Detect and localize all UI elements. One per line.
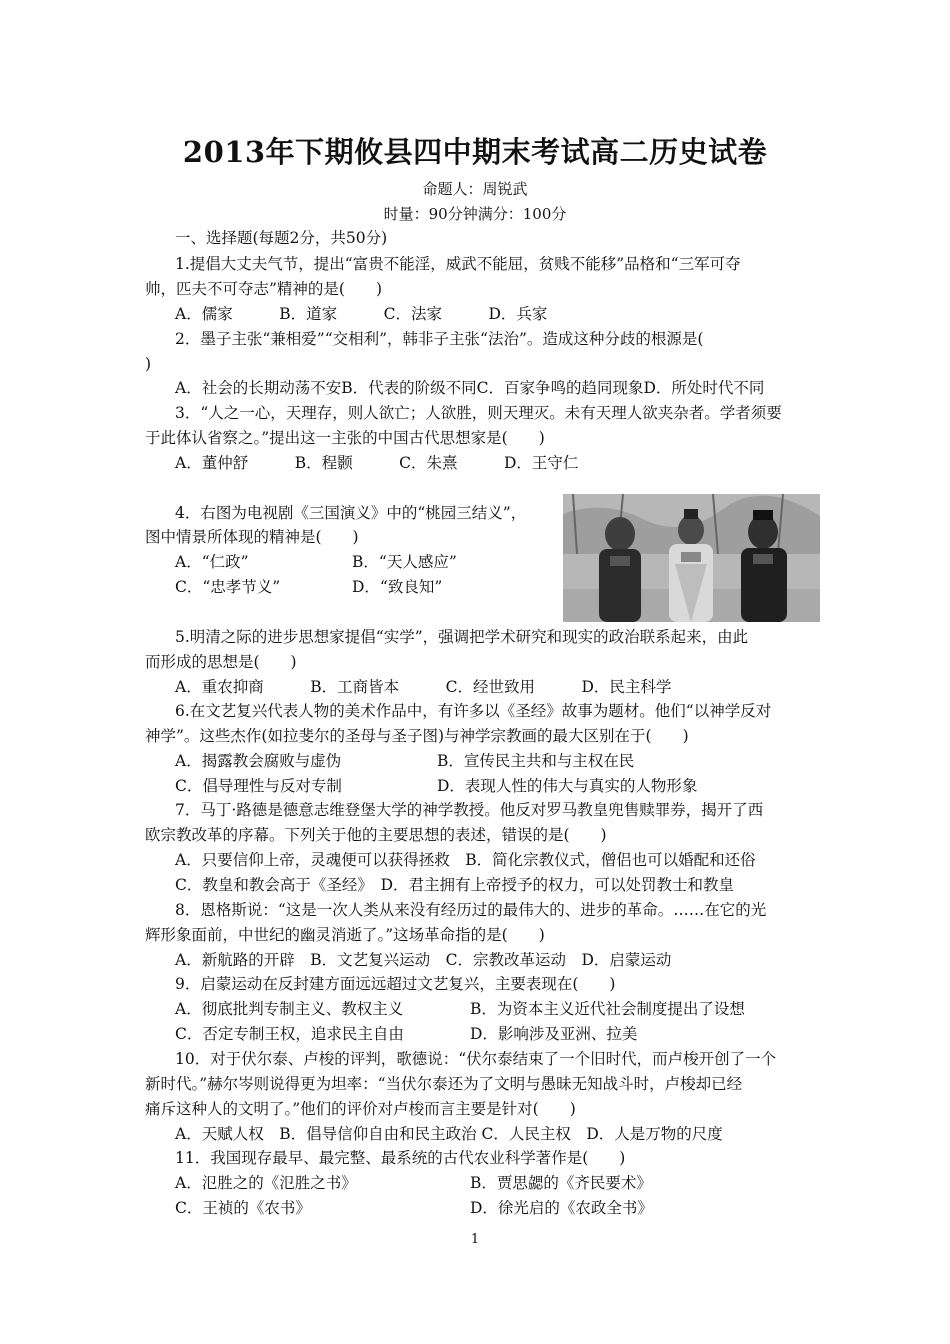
q4-option-b: B．“天人感应” [352,553,457,571]
q8-stem-line1: 8．恩格斯说：“这是一次人类从来没有经历过的最伟大的、进步的革命。……在它的光 [175,901,767,919]
q4-option-a: A．“仁政” [175,553,249,571]
q3-stem-line1: 3．“人之一心，天理存，则人欲亡；人欲胜，则天理灭。未有天理人欲夹杂者。学者须要 [175,404,782,422]
q10-options: A．天赋人权 B．倡导信仰自由和民主政治 C．人民主权 D．人是万物的尺度 [175,1125,723,1143]
exam-author: 命题人：周锐武 [422,180,528,198]
q11-option-a: A．氾胜之的《氾胜之书》 [175,1174,357,1192]
q10-stem-line1: 10．对于伏尔泰、卢梭的评判，歌德说：“伏尔泰结束了一个旧时代，而卢梭开创了一个 [175,1050,777,1068]
q7-stem-line1: 7．马丁·路德是德意志维登堡大学的神学教授。他反对罗马教皇兜售赎罪券，揭开了西 [175,801,764,819]
section-heading: 一、选择题(每题2分，共50分) [175,229,388,247]
q8-stem-line2: 辉形象面前，中世纪的幽灵消逝了。”这场革命指的是( ) [145,926,545,944]
q1-stem-line2: 帅，匹夫不可夺志”精神的是( ) [145,280,383,298]
q7-options-ab: A．只要信仰上帝，灵魂便可以获得拯救 B．简化宗教仪式，僧侣也可以婚配和还俗 [175,851,756,869]
q11-stem-line1: 11．我国现存最早、最完整、最系统的古代农业科学著作是( ) [175,1149,626,1167]
q9-stem-line1: 9．启蒙运动在反封建方面远远超过文艺复兴，主要表现在( ) [175,975,616,993]
q6-option-c: C．倡导理性与反对专制 [175,777,342,795]
q9-option-d: D．影响涉及亚洲、拉美 [470,1025,638,1043]
q4-option-d: D．“致良知” [352,578,443,596]
q2-options: A．社会的长期动荡不安B．代表的阶级不同C．百家争鸣的趋同现象D．所处时代不同 [175,379,765,397]
exam-time-score: 时量：90分钟满分：100分 [383,205,567,223]
q4-option-c: C．“忠孝节义” [175,578,281,596]
q1-stem-line1: 1.提倡大丈夫气节，提出“富贵不能淫，威武不能屈，贫贱不能移”品格和“三军可夺 [175,255,741,273]
q6-option-a: A．揭露教会腐败与虚伪 [175,752,342,770]
q9-option-b: B．为资本主义近代社会制度提出了设想 [470,1000,745,1018]
q11-option-d: D．徐光启的《农政全书》 [470,1199,653,1217]
q1-options: A．儒家 B．道家 C．法家 D．兵家 [175,305,548,323]
q6-stem-line2: 神学”。这些杰作(如拉斐尔的圣母与圣子图)与神学宗教画的最大区别在于( ) [145,727,689,745]
q6-stem-line1: 6.在文艺复兴代表人物的美术作品中，有许多以《圣经》故事为题材。他们“以神学反对 [175,702,772,720]
q9-option-c: C．否定专制王权，追求民主自由 [175,1025,404,1043]
q2-stem-line2: ) [145,355,152,373]
taoyuan-oath-photo [563,494,820,622]
q10-stem-line2: 新时代。”赫尔岑则说得更为坦率：“当伏尔泰还为了文明与愚昧无知战斗时，卢梭却已经 [145,1075,743,1093]
q5-stem-line2: 而形成的思想是( ) [145,653,297,671]
q6-option-d: D．表现人性的伟大与真实的人物形象 [437,777,698,795]
q8-options: A．新航路的开辟 B．文艺复兴运动 C．宗教改革运动 D．启蒙运动 [175,951,672,969]
q3-stem-line2: 于此体认省察之。”提出这一主张的中国古代思想家是( ) [145,429,545,447]
q11-option-c: C．王祯的《农书》 [175,1199,311,1217]
q6-option-b: B．宣传民主共和与主权在民 [437,752,635,770]
q9-option-a: A．彻底批判专制主义、教权主义 [175,1000,404,1018]
exam-title: 2013年下期攸县四中期末考试高二历史试卷 [182,135,768,169]
q2-stem-line1: 2．墨子主张“兼相爱”“交相利”，韩非子主张“法治”。造成这种分歧的根源是( [175,330,704,348]
q10-stem-line3: 痛斥这种人的文明了。”他们的评价对卢梭而言主要是针对( ) [145,1100,576,1118]
q7-options-cd: C．教皇和教会高于《圣经》 D．君主拥有上帝授予的权力，可以处罚教士和教皇 [175,876,735,894]
q4-stem-line1: 4．右图为电视剧《三国演义》中的“桃园三结义”， [175,504,527,522]
q7-stem-line2: 欧宗教改革的序幕。下列关于他的主要思想的表述，错误的是( ) [145,826,607,844]
page-number: 1 [470,1232,480,1247]
q4-stem-line2: 图中情景所体现的精神是( ) [145,528,359,546]
q11-option-b: B．贾思勰的《齐民要术》 [470,1174,652,1192]
q5-stem-line1: 5.明清之际的进步思想家提倡“实学”，强调把学术研究和现实的政治联系起来，由此 [175,628,749,646]
q5-options: A．重农抑商 B．工商皆本 C．经世致用 D．民主科学 [175,678,672,696]
q3-options: A．董仲舒 B．程颢 C．朱熹 D．王守仁 [175,454,579,472]
